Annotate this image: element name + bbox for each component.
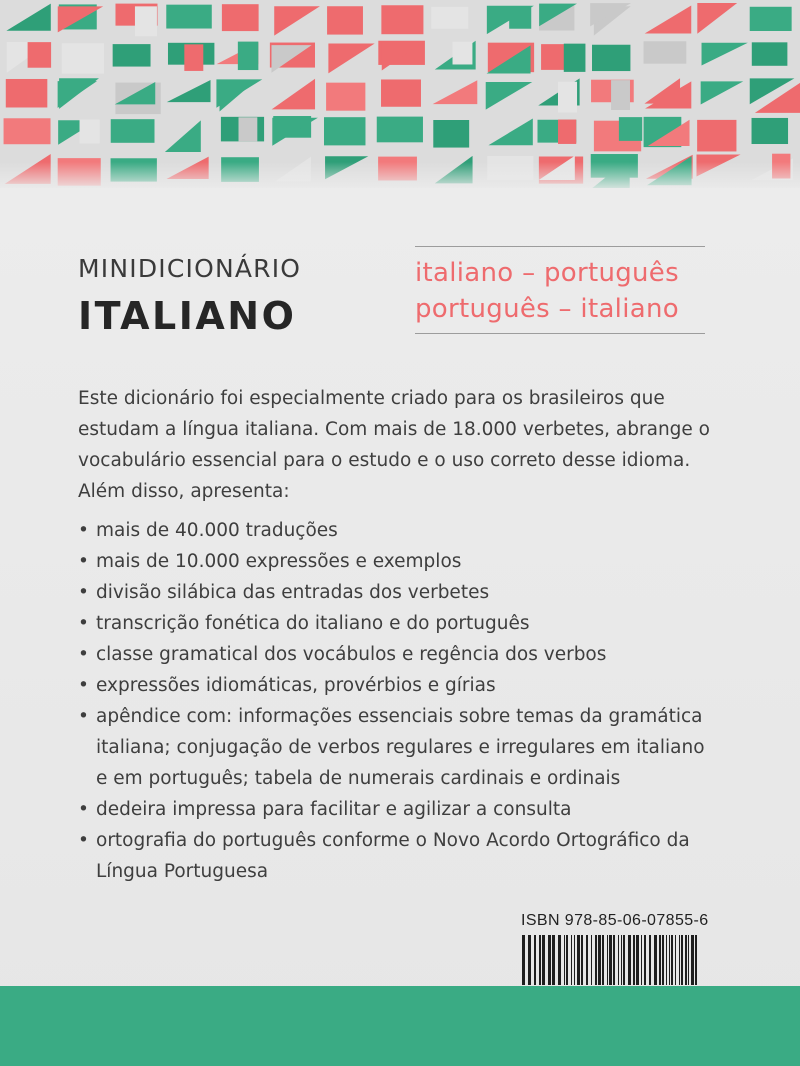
mosaic-fade [0,162,800,188]
mosaic-tile [377,117,423,143]
list-item-text: apêndice com: informações essenciais sobre temas da gramática italiana; conjugação de verbos regulares e irregulares em italiano e em português; tabela de numerais cardinais e ordinais [96,706,705,789]
mosaic-tile [184,44,203,71]
mosaic-tile [80,120,100,144]
language-directions [415,246,705,334]
mosaic-tile [752,42,788,65]
barcode-bar [574,935,575,985]
mosaic-tile [564,44,586,72]
mosaic-tile [327,6,363,34]
bullet-marker: • [78,830,89,851]
mosaic-tile [135,6,157,36]
barcode-bar [688,935,689,985]
barcode-bar [654,935,657,985]
list-item [78,701,718,794]
barcode-bar [577,935,580,985]
mosaic-tile [645,5,692,33]
barcode-bar [659,935,661,985]
mosaic-tile [324,117,365,145]
mosaic-tile [619,117,642,141]
mosaic-tile [28,42,51,68]
list-item [78,515,718,546]
mosaic-tile [697,120,736,152]
barcode-bar [586,935,588,985]
bullet-marker: • [78,644,89,665]
bullet-marker: • [78,551,89,572]
barcode-bar [666,935,667,985]
mosaic-tile [697,3,737,34]
barcode-bar [628,935,631,985]
mosaic-tile [381,79,421,106]
list-item-text: classe gramatical dos vocábulos e regência dos verbos [96,644,607,665]
mosaic-tile [433,80,478,104]
mosaic-tile [431,7,468,29]
mosaic-tile [111,119,155,143]
barcode-bar [598,935,601,985]
mosaic-tile [79,45,99,72]
bullet-marker: • [78,582,89,603]
mosaic-tile [238,42,259,70]
barcode-bar [662,935,664,985]
barcode-bar [621,935,622,985]
bullet-marker: • [78,520,89,541]
mosaic-pattern [0,0,800,188]
bullet-marker: • [78,675,89,696]
mosaic-tile [509,7,531,29]
mosaic-tile [381,5,423,34]
barcode-bar [548,935,551,985]
barcode-bar [633,935,635,985]
mosaic-tile [558,120,576,144]
mosaic-tile [274,6,320,35]
barcode-bar [591,935,592,985]
list-item-text: expressões idiomáticas, provérbios e gírias [96,675,496,696]
barcode-bar [528,935,531,985]
mosaic-tile [166,5,211,29]
mosaic-tile [239,117,258,141]
mosaic-tile [433,120,469,148]
mosaic-tile [328,43,374,73]
mosaic-tile [453,42,473,65]
mosaic-tile [272,79,315,110]
list-item [78,825,718,887]
mosaic-tile [486,82,533,110]
barcode-bar [595,935,597,985]
barcode-bar [618,935,619,985]
mosaic-tile [702,43,748,66]
mosaic-tile [644,41,687,63]
mosaic-tile [6,79,48,108]
mosaic-tile [592,45,630,71]
barcode-bar [571,935,572,985]
language-direction-2: português – italiano [415,294,679,324]
bullet-marker: • [78,799,89,820]
list-item-text: transcrição fonética do italiano e do português [96,613,530,634]
barcode-bar [539,935,541,985]
mosaic-tile [326,83,365,111]
bullet-marker: • [78,706,89,727]
barcode-bar [602,935,604,985]
mosaic-tile [611,80,630,110]
barcode-bar [623,935,625,985]
barcode [521,935,701,985]
barcode-bar [613,935,615,985]
list-item [78,546,718,577]
list-item [78,608,718,639]
mosaic-tile [558,82,577,113]
mosaic-tile [6,4,50,31]
barcode-bar [542,935,545,985]
barcode-bar [636,935,639,985]
barcode-bar [534,935,536,985]
cover-title: ITALIANO [78,294,297,338]
barcode-bar [558,935,561,985]
list-item [78,639,718,670]
list-item-text: mais de 10.000 expressões e exemplos [96,551,462,572]
title-block [78,254,378,338]
list-item [78,670,718,701]
mosaic-tile [701,81,744,104]
mosaic-tile [167,80,211,102]
list-item-text: dedeira impressa para facilitar e agilizar a consulta [96,799,572,820]
barcode-bar [522,935,525,985]
barcode-bar [695,935,697,985]
barcode-bar [675,935,676,985]
barcode-bar [679,935,680,985]
mosaic-tile [220,81,256,112]
mosaic-tile [222,4,259,31]
mosaic-tile [488,118,532,145]
list-item-text: mais de 40.000 traduções [96,520,338,541]
isbn-label: ISBN 978-85-06-07855-6 [521,912,709,929]
barcode-bar [609,935,612,985]
footer-band [0,986,800,1066]
intro-paragraph: Este dicionário foi especialmente criado para os brasileiros que estudam a língua italiana. Com mais de 18.000 verbetes, abrange o vocabulário essencial para o estudo e o uso correto desse idioma. Além disso, apresenta: [78,388,710,502]
bullet-marker: • [78,613,89,634]
mosaic-tile [59,78,99,109]
barcode-bar [566,935,568,985]
barcode-bar [644,935,646,985]
barcode-bar [671,935,673,985]
barcode-bar [691,935,694,985]
mosaic-tile [752,118,789,144]
mosaic-tile [750,7,792,31]
mosaic-tile [4,118,51,144]
mosaic-tile [165,120,201,152]
barcode-bar [685,935,687,985]
list-item [78,577,718,608]
cover-subtitle: MINIDICIONÁRIO [78,254,302,283]
barcode-bar [669,935,670,985]
feature-list [78,515,718,887]
description [78,383,718,887]
barcode-bar [641,935,642,985]
list-item [78,794,718,825]
mosaic-tile [644,78,680,103]
barcode-bar [581,935,583,985]
list-item-text: ortografia do português conforme o Novo Acordo Ortográfico da Língua Portuguesa [96,830,690,882]
barcode-bar [564,935,565,985]
barcode-bar [552,935,555,985]
list-item-text: divisão silábica das entradas dos verbetes [96,582,490,603]
barcode-bar [607,935,608,985]
language-direction-1: italiano – português [415,258,679,288]
mosaic-tile [113,44,151,66]
barcode-bar [649,935,651,985]
barcode-bar [681,935,683,985]
